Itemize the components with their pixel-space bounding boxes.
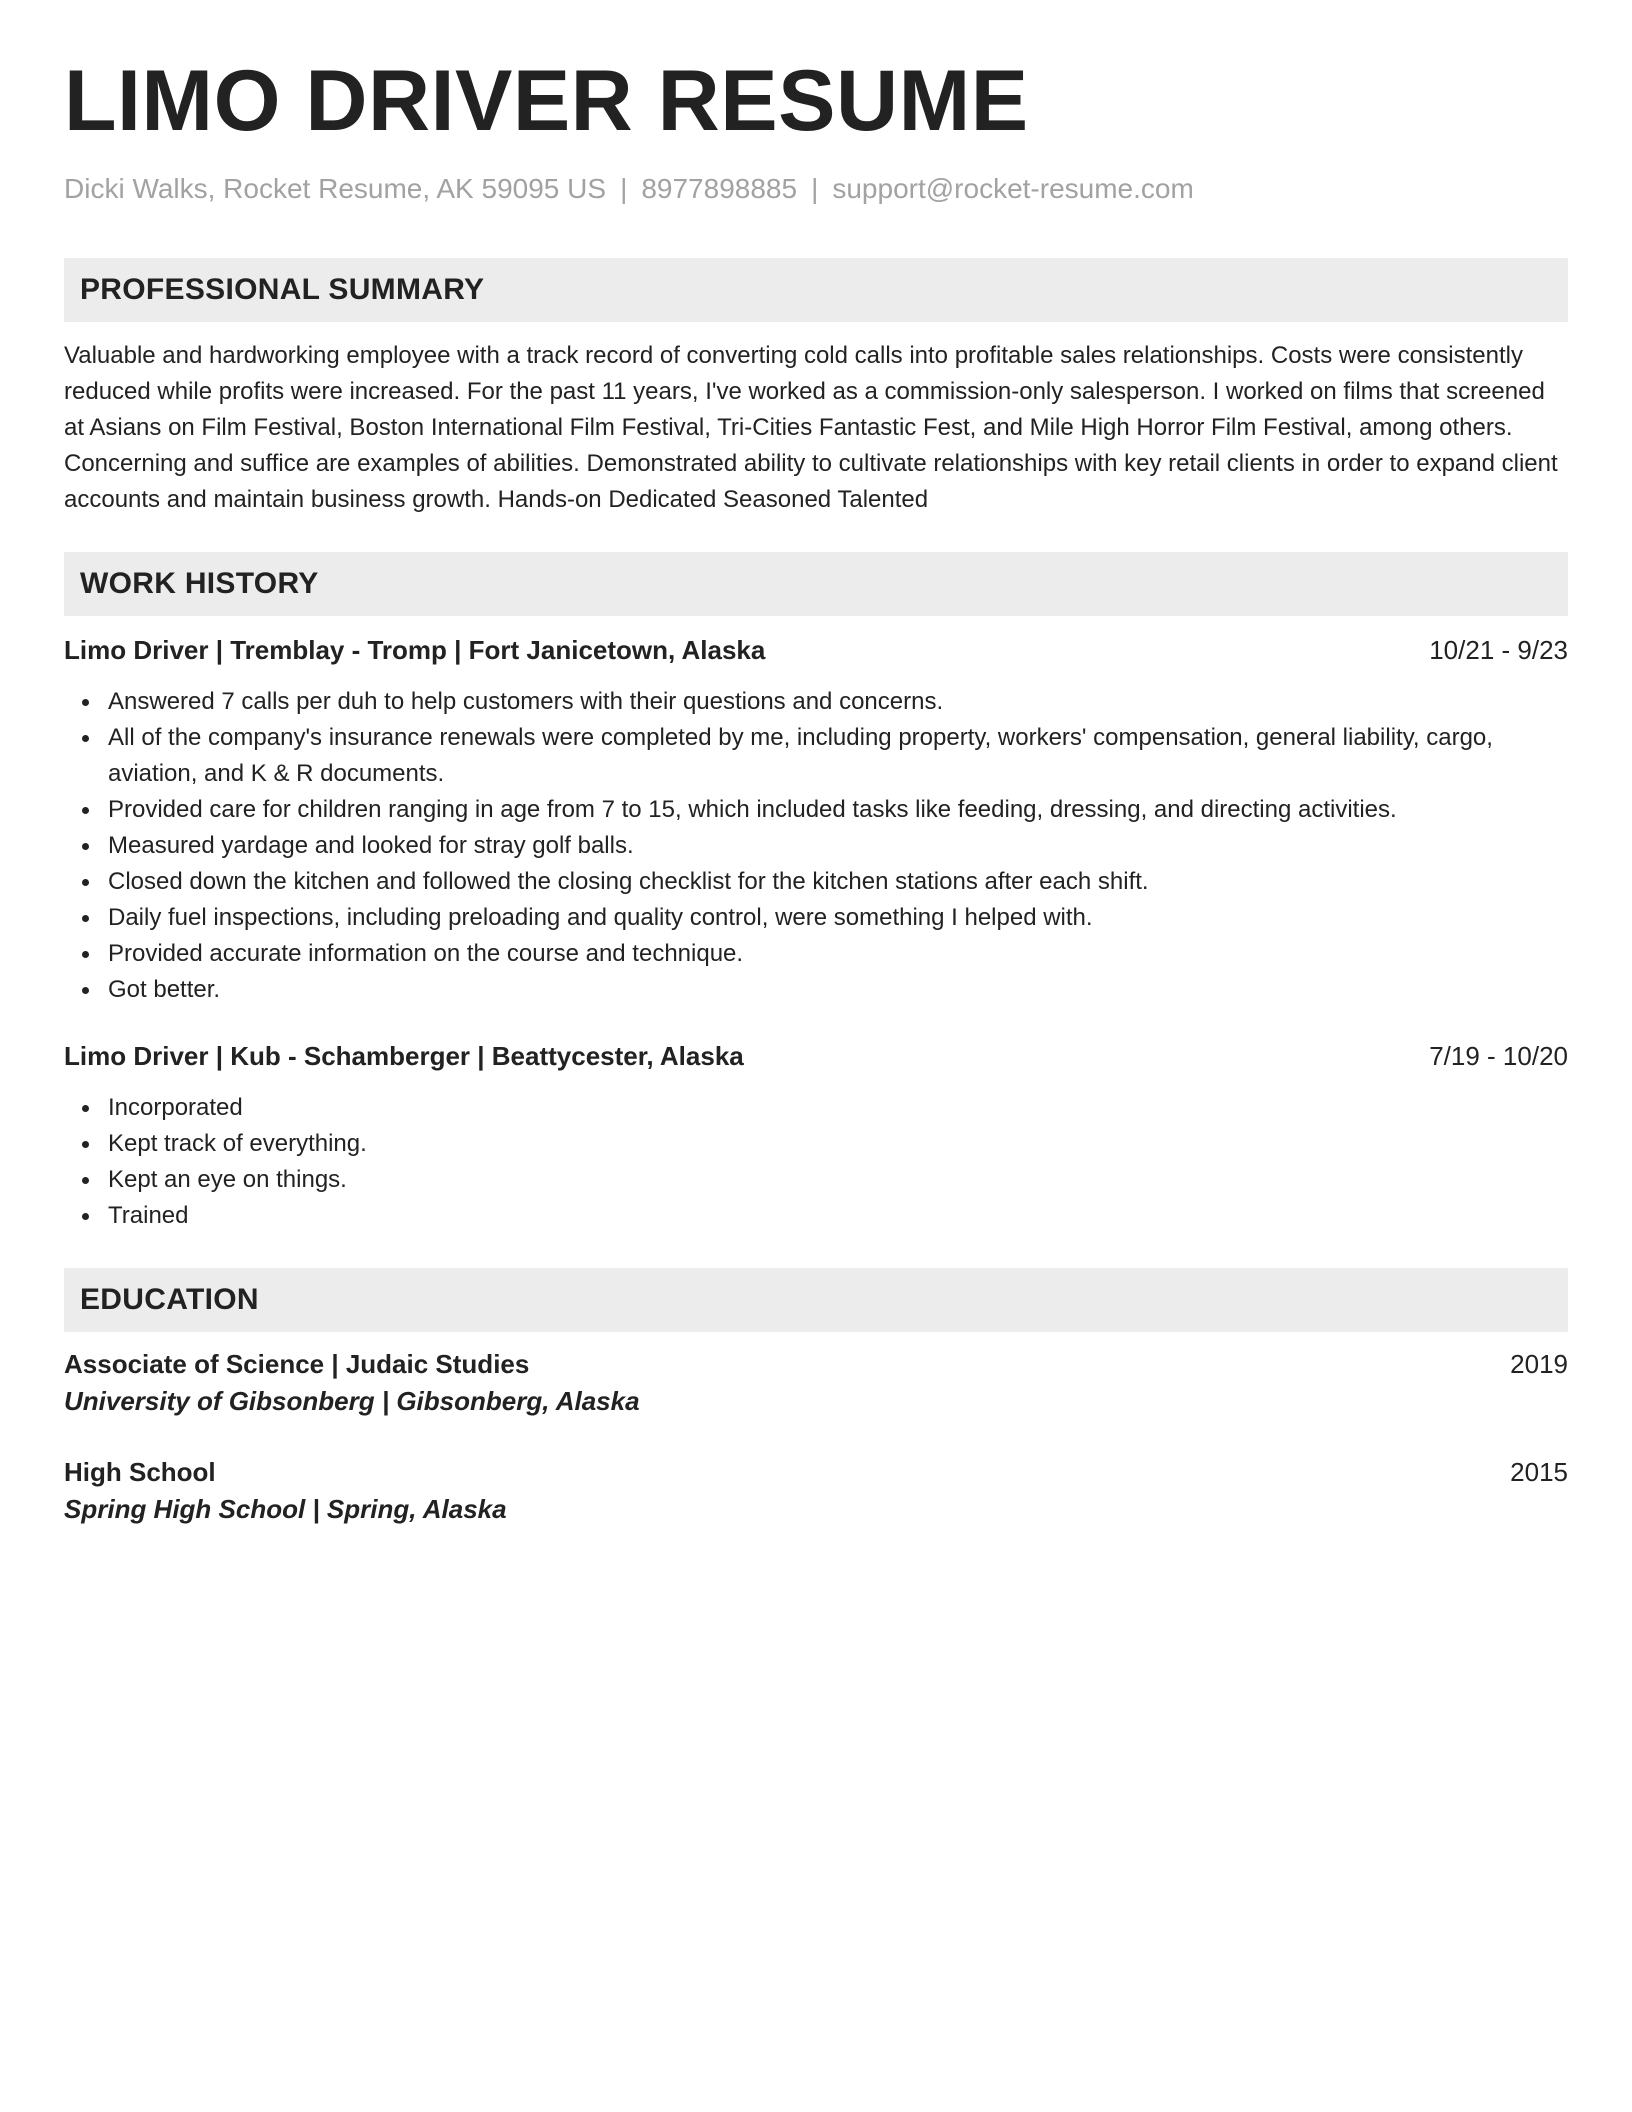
contact-separator: | (620, 173, 628, 204)
job-bullet: Trained (108, 1198, 1568, 1234)
job-bullet: Provided care for children ranging in age from 7 to 15, which included tasks like feeding, dressing, and directing activities. (108, 792, 1568, 828)
job-dates: 7/19 - 10/20 (1429, 1040, 1568, 1071)
contact-email: support@rocket-resume.com (832, 173, 1194, 204)
education-year: 2019 (1510, 1348, 1568, 1379)
job-title: Limo Driver | Kub - Schamberger | Beattycester, Alaska (64, 1040, 744, 1071)
education-degree: High School (64, 1456, 216, 1487)
job-dates: 10/21 - 9/23 (1429, 634, 1568, 665)
contact-line (64, 172, 1568, 206)
job-header (64, 1038, 1568, 1074)
education-entry (64, 1346, 1568, 1420)
education-school: Spring High School | Spring, Alaska (64, 1493, 507, 1524)
job-bullet: Measured yardage and looked for stray golf balls. (108, 828, 1568, 864)
job-entry (64, 632, 1568, 1008)
summary-text: Valuable and hardworking employee with a track record of converting cold calls into profitable sales relationships. Costs were consistently reduced while profits were increased. For the past 11 years, I've worked as a commission-only salesperson. I worked on films that screened at Asians on Film Festival, Boston International Film Festival, Tri-Cities Fantastic Fest, and Mile High Horror Film Festival, among others. Concerning and suffice are examples of abilities. Demonstrated ability to cultivate relationships with key retail clients in order to expand client accounts and maintain business growth. Hands-on Dedicated Seasoned Talented (64, 341, 1558, 513)
job-bullet: Incorporated (108, 1090, 1568, 1126)
job-bullet: Kept track of everything. (108, 1126, 1568, 1162)
contact-phone: 8977898885 (641, 173, 798, 204)
education-header (64, 1346, 1568, 1382)
job-entry (64, 1038, 1568, 1234)
job-bullet: Provided accurate information on the course and technique. (108, 936, 1568, 972)
education-year: 2015 (1510, 1456, 1568, 1487)
education-entry (64, 1454, 1568, 1528)
job-bullet: Daily fuel inspections, including preloading and quality control, were something I helped with. (108, 900, 1568, 936)
education-degree: Associate of Science | Judaic Studies (64, 1348, 530, 1379)
section-header-work-history: WORK HISTORY (64, 552, 1568, 616)
job-bullet: Kept an eye on things. (108, 1162, 1568, 1198)
section-header-summary: PROFESSIONAL SUMMARY (64, 258, 1568, 322)
education-header (64, 1454, 1568, 1490)
job-title: Limo Driver | Tremblay - Tromp | Fort Janicetown, Alaska (64, 634, 766, 665)
education-school: University of Gibsonberg | Gibsonberg, Alaska (64, 1385, 640, 1416)
resume-title: LIMO DRIVER RESUME (64, 53, 1029, 149)
job-bullet: All of the company's insurance renewals were completed by me, including property, workers' compensation, general liability, cargo, aviation, and K & R documents. (108, 720, 1568, 792)
job-bullet: Got better. (108, 972, 1568, 1008)
job-bullet-list (64, 1090, 1568, 1234)
section-header-education: EDUCATION (64, 1268, 1568, 1332)
contact-separator: | (811, 173, 819, 204)
job-bullet-list (64, 684, 1568, 1008)
job-header (64, 632, 1568, 668)
contact-address: Dicki Walks, Rocket Resume, AK 59095 US (64, 173, 607, 204)
job-bullet: Answered 7 calls per duh to help customers with their questions and concerns. (108, 684, 1568, 720)
job-bullet: Closed down the kitchen and followed the closing checklist for the kitchen stations after each shift. (108, 864, 1568, 900)
